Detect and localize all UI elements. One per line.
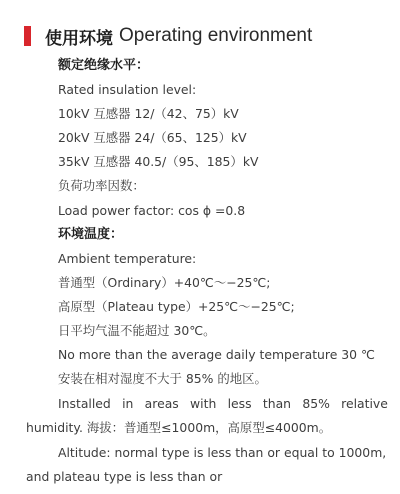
spec-line: No more than the average daily temperature 30 ℃ <box>58 347 375 363</box>
spec-line: 普通型（Ordinary）+40℃～−25℃; <box>58 274 271 290</box>
spec-line: Rated insulation level: <box>58 82 197 98</box>
subheading: 环境温度： <box>58 226 124 242</box>
section-heading <box>24 22 312 50</box>
humidity-line-1 <box>58 392 388 416</box>
heading-zh: 使用环境 <box>45 28 113 49</box>
heading-en: Operating environment <box>119 25 313 46</box>
humidity-line-2: humidity. 海拔：普通型≤1000m，高原型≤4000m。 <box>26 420 332 436</box>
heading-accent-bar <box>24 26 31 46</box>
word: with <box>190 396 217 411</box>
spec-line: 20kV 互感器 24/（65、125）kV <box>58 130 247 146</box>
spec-line: 负荷功率因数： <box>58 178 145 194</box>
word: Installed <box>58 396 111 411</box>
subheading: 额定绝缘水平： <box>58 58 150 73</box>
word: in <box>122 396 134 411</box>
spec-line: 安装在相对湿度不大于 85% 的地区。 <box>58 371 267 387</box>
humidity-paragraph <box>26 392 388 440</box>
word: less <box>227 396 252 411</box>
spec-lines <box>58 54 388 391</box>
word: 85% <box>302 396 330 411</box>
word: than <box>262 396 292 411</box>
altitude-line-2: and plateau type is less than or <box>26 469 223 485</box>
spec-line: 日平均气温不能超过 30℃。 <box>58 323 216 339</box>
spec-line: 35kV 互感器 40.5/（95、185）kV <box>58 154 259 170</box>
altitude-paragraph <box>26 441 388 489</box>
word: areas <box>144 396 179 411</box>
spec-line: 高原型（Plateau type）+25℃～−25℃; <box>58 298 295 314</box>
spec-line: 10kV 互感器 12/（42、75）kV <box>58 106 239 122</box>
altitude-line-1: Altitude: normal type is less than or equal to 1000m, <box>58 445 387 460</box>
spec-line: Ambient temperature: <box>58 250 197 266</box>
spec-line: Load power factor: cos ϕ =0.8 <box>58 202 246 218</box>
word: relative <box>341 396 388 411</box>
